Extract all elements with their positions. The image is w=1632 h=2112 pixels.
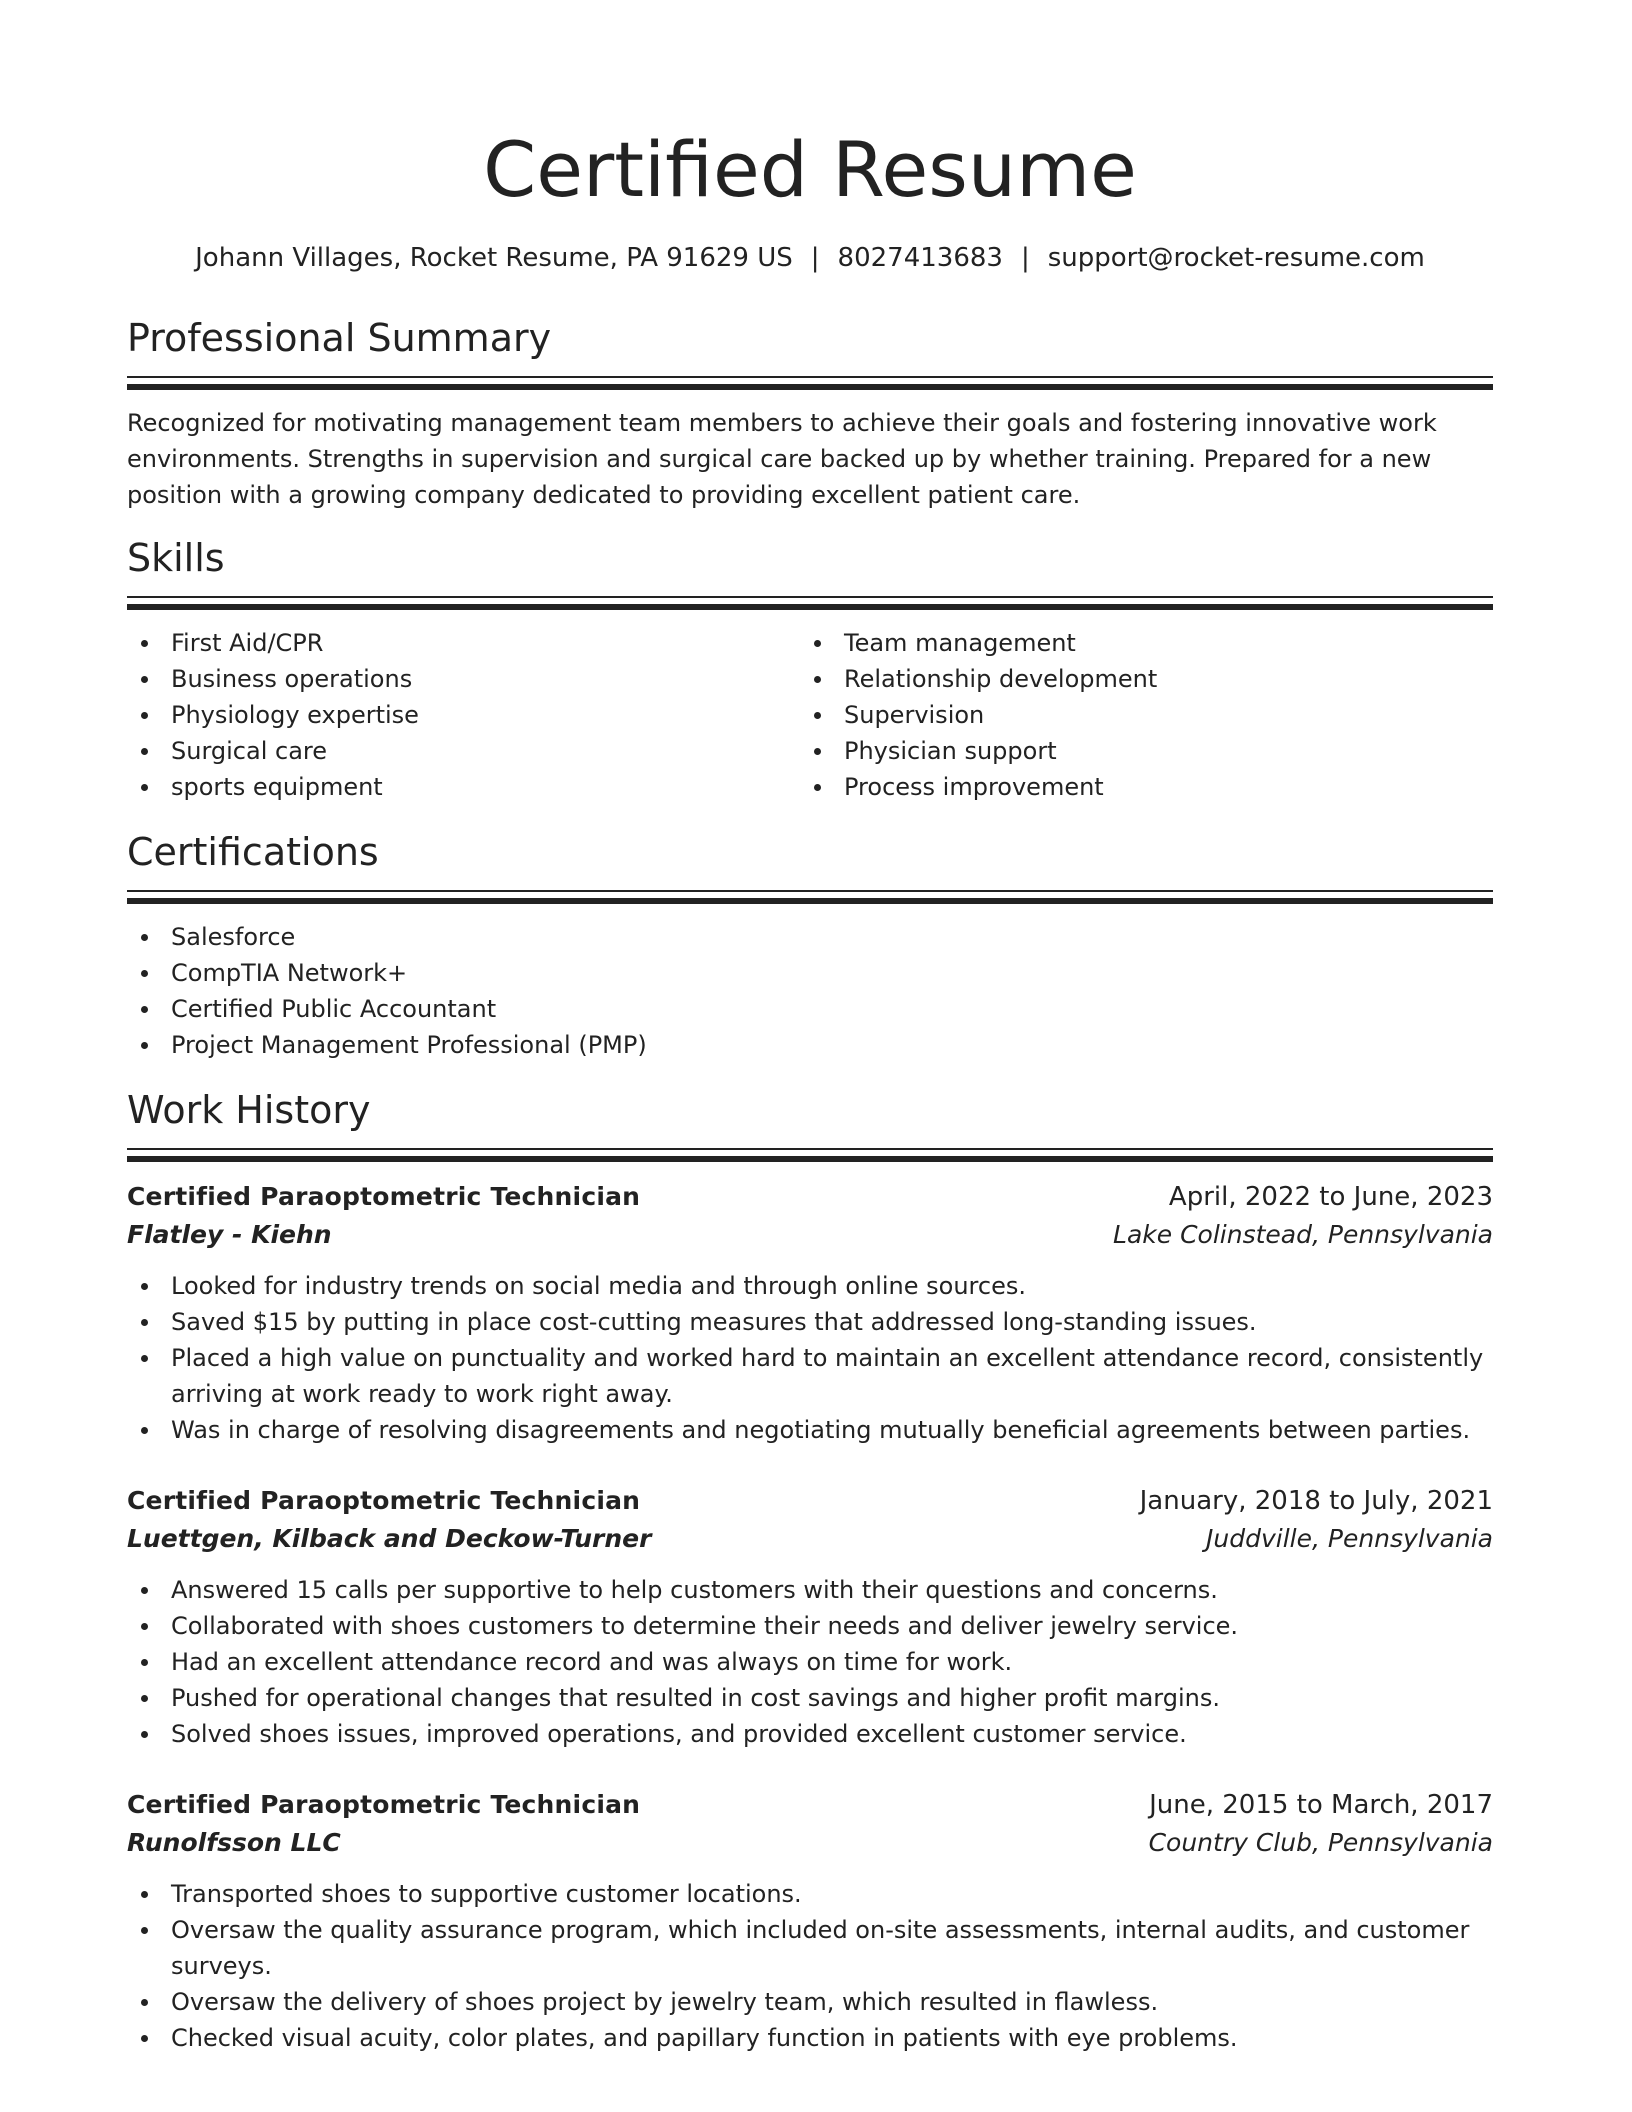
section-divider xyxy=(127,376,1493,391)
job-company: Flatley - Kiehn xyxy=(127,1220,332,1249)
skills-list-right xyxy=(800,625,1473,805)
job-bullet: Answered 15 calls per supportive to help customers with their questions and concerns. xyxy=(127,1572,1493,1608)
job-location: Lake Colinstead, Pennsylvania xyxy=(1113,1220,1493,1249)
job-title: Certified Paraoptometric Technician xyxy=(127,1486,641,1515)
job-subheader xyxy=(127,1520,1493,1558)
job-bullet: Oversaw the delivery of shoes project by jewelry team, which resulted in flawless. xyxy=(127,1984,1493,2020)
job-bullet: Looked for industry trends on social media and through online sources. xyxy=(127,1268,1493,1304)
job-entry xyxy=(127,1482,1493,1752)
skill-item: Physiology expertise xyxy=(127,697,800,733)
job-bullet: Collaborated with shoes customers to determine their needs and deliver jewelry service. xyxy=(127,1608,1493,1644)
job-header xyxy=(127,1786,1493,1824)
skills-section xyxy=(127,534,1493,805)
contact-separator: | xyxy=(810,243,820,273)
work-history-section xyxy=(127,1086,1493,1163)
section-title-work-history: Work History xyxy=(127,1088,371,1132)
job-subheader xyxy=(127,1824,1493,1862)
job-dates: June, 2015 to March, 2017 xyxy=(1149,1790,1493,1820)
job-company: Runolfsson LLC xyxy=(127,1828,341,1857)
job-dates: January, 2018 to July, 2021 xyxy=(1139,1486,1493,1516)
summary-section xyxy=(127,314,1493,513)
skill-item: sports equipment xyxy=(127,769,800,805)
certification-item: Project Management Professional (PMP) xyxy=(127,1027,1493,1063)
job-company: Luettgen, Kilback and Deckow-Turner xyxy=(127,1524,652,1553)
job-header xyxy=(127,1178,1493,1216)
certification-item: Certified Public Accountant xyxy=(127,991,1493,1027)
job-entry xyxy=(127,1786,1493,2056)
skill-item: Supervision xyxy=(800,697,1473,733)
job-bullet: Transported shoes to supportive customer locations. xyxy=(127,1876,1493,1912)
section-title-skills: Skills xyxy=(127,536,225,580)
contact-email: support@rocket-resume.com xyxy=(1047,243,1425,273)
certifications-list xyxy=(127,919,1493,1063)
job-title: Certified Paraoptometric Technician xyxy=(127,1790,641,1819)
contact-separator: | xyxy=(1020,243,1030,273)
section-title-certifications: Certifications xyxy=(127,830,379,874)
resume-name: Certified Resume xyxy=(483,125,1137,214)
job-bullets xyxy=(127,1572,1493,1752)
section-divider xyxy=(127,890,1493,905)
skill-item: First Aid/CPR xyxy=(127,625,800,661)
job-location: Juddville, Pennsylvania xyxy=(1206,1524,1493,1553)
skill-item: Team management xyxy=(800,625,1473,661)
section-title-summary: Professional Summary xyxy=(127,316,552,360)
certifications-section xyxy=(127,828,1493,1063)
section-divider xyxy=(127,1148,1493,1163)
summary-text: Recognized for motivating management team members to achieve their goals and fostering innovative work environments. Strengths in supervision and surgical care backed up by whether training. Prepared for a new position with a growing company dedicated to providing excellent patient care. xyxy=(127,409,1437,509)
job-bullets xyxy=(127,1268,1493,1448)
job-bullet: Had an excellent attendance record and was always on time for work. xyxy=(127,1644,1493,1680)
certification-item: Salesforce xyxy=(127,919,1493,955)
job-bullet: Checked visual acuity, color plates, and papillary function in patients with eye problems. xyxy=(127,2020,1493,2056)
job-subheader xyxy=(127,1216,1493,1254)
job-location: Country Club, Pennsylvania xyxy=(1148,1828,1493,1857)
job-header xyxy=(127,1482,1493,1520)
job-title: Certified Paraoptometric Technician xyxy=(127,1182,641,1211)
job-bullet: Solved shoes issues, improved operations, and provided excellent customer service. xyxy=(127,1716,1493,1752)
contact-phone: 8027413683 xyxy=(837,243,1003,273)
skill-item: Relationship development xyxy=(800,661,1473,697)
job-bullet: Oversaw the quality assurance program, which included on-site assessments, internal audits, and customer surveys. xyxy=(127,1912,1493,1984)
job-dates: April, 2022 to June, 2023 xyxy=(1168,1182,1493,1212)
job-bullets xyxy=(127,1876,1493,2056)
skills-list-left xyxy=(127,625,800,805)
job-bullet: Saved $15 by putting in place cost-cutting measures that addressed long-standing issues. xyxy=(127,1304,1493,1340)
job-bullet: Pushed for operational changes that resulted in cost savings and higher profit margins. xyxy=(127,1680,1493,1716)
skill-item: Surgical care xyxy=(127,733,800,769)
skill-item: Process improvement xyxy=(800,769,1473,805)
section-divider xyxy=(127,596,1493,611)
certification-item: CompTIA Network+ xyxy=(127,955,1493,991)
job-bullet: Placed a high value on punctuality and worked hard to maintain an excellent attendance record, consistently arriving at work ready to work right away. xyxy=(127,1340,1493,1412)
skills-grid xyxy=(127,625,1493,805)
skill-item: Physician support xyxy=(800,733,1473,769)
skill-item: Business operations xyxy=(127,661,800,697)
contact-line xyxy=(127,240,1493,276)
contact-address: Johann Villages, Rocket Resume, PA 91629 US xyxy=(195,243,793,273)
job-entry xyxy=(127,1178,1493,1448)
resume-page xyxy=(127,0,1493,2052)
job-bullet: Was in charge of resolving disagreements and negotiating mutually beneficial agreements between parties. xyxy=(127,1412,1493,1448)
